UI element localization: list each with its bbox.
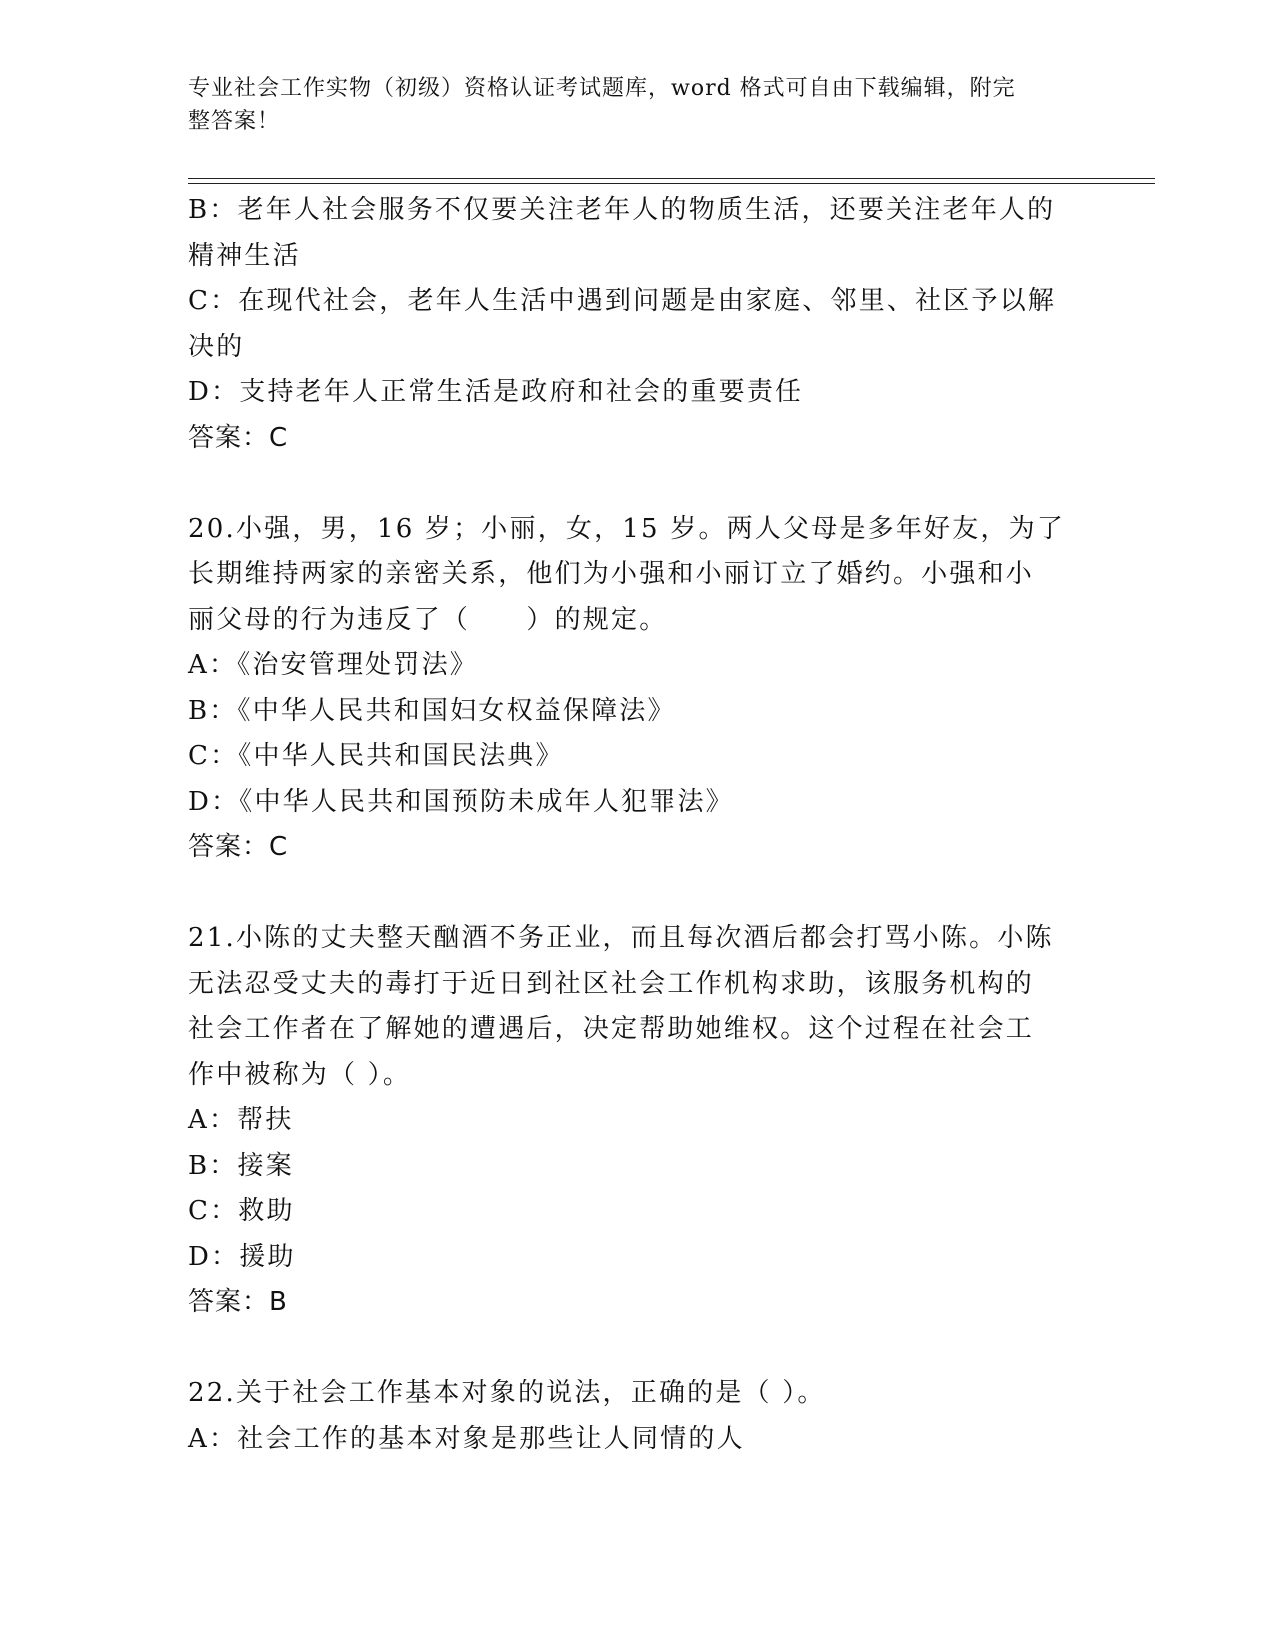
option-a: A：帮扶	[188, 1105, 294, 1135]
spacer	[188, 871, 1088, 917]
header-rule-bottom	[188, 183, 1155, 184]
question-stem-continued: 作中被称为（ ）。	[188, 1059, 412, 1090]
answer: 答案：C	[188, 832, 289, 862]
question-20	[188, 507, 1088, 871]
question-stem: 22.关于社会工作基本对象的说法，正确的是（ ）。	[188, 1378, 826, 1408]
spacer	[188, 461, 1088, 507]
answer: 答案：B	[188, 1287, 288, 1317]
question-stem-continued: 长期维持两家的亲密关系，他们为小强和小丽订立了婚约。小强和小	[188, 559, 1035, 589]
document-header	[188, 72, 1068, 138]
question-stem: 20.小强，男，16 岁；小丽，女，15 岁。两人父母是多年好友，为了	[188, 513, 1066, 544]
question-stem-continued: 丽父母的行为违反了（ ）的规定。	[188, 604, 668, 635]
question-list	[188, 188, 1088, 1462]
option-c: C：《中华人民共和国民法典》	[188, 741, 564, 771]
header-rule-top	[188, 178, 1155, 179]
option-c-continued: 决的	[188, 331, 245, 362]
option-a: A：《治安管理处罚法》	[188, 650, 478, 680]
spacer	[188, 1326, 1088, 1372]
option-c: C：在现代社会，老年人生活中遇到问题是由家庭、邻里、社区予以解	[188, 286, 1057, 316]
answer: 答案：C	[188, 422, 289, 453]
option-b-continued: 精神生活	[188, 240, 301, 271]
question-19-continued	[188, 188, 1088, 461]
question-stem: 21.小陈的丈夫整天酗酒不务正业，而且每次酒后都会打骂小陈。小陈	[188, 923, 1054, 953]
option-d: D：援助	[188, 1241, 296, 1272]
question-22	[188, 1371, 1088, 1462]
option-c: C：救助	[188, 1196, 295, 1226]
option-b: B：老年人社会服务不仅要关注老年人的物质生活，还要关注老年人的	[188, 195, 1056, 225]
question-stem-continued: 社会工作者在了解她的遭遇后，决定帮助她维权。这个过程在社会工	[188, 1014, 1035, 1044]
question-stem-continued: 无法忍受丈夫的毒打于近日到社区社会工作机构求助，该服务机构的	[188, 968, 1035, 999]
option-a: A：社会工作的基本对象是那些让人同情的人	[188, 1423, 745, 1454]
option-b: B：接案	[188, 1150, 294, 1181]
header-line-1: 专业社会工作实物（初级）资格认证考试题库，word 格式可自由下载编辑，附完	[188, 76, 1016, 101]
question-21	[188, 916, 1088, 1326]
header-line-2: 整答案！	[188, 109, 281, 134]
option-d: D：支持老年人正常生活是政府和社会的重要责任	[188, 377, 804, 407]
option-d: D：《中华人民共和国预防未成年人犯罪法》	[188, 786, 734, 817]
option-b: B：《中华人民共和国妇女权益保障法》	[188, 695, 676, 726]
